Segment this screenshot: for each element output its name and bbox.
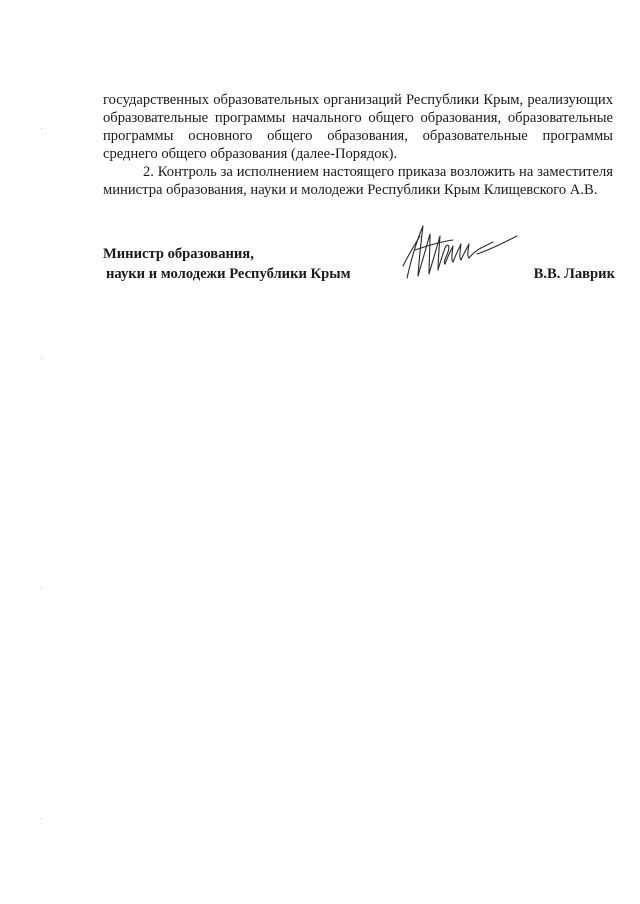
scan-speck [41, 818, 42, 819]
signatory-title-line1: Министр образования, [103, 246, 254, 262]
signatory-title-line2: науки и молодежи Республики Крым [106, 266, 351, 282]
paragraph-control-clause: 2. Контроль за исполнением настоящего приказа возложить на заместителя министра образования, науки и молодежи Республики Крым Клищевского А.В. [103, 164, 613, 198]
handwritten-signature [393, 220, 523, 284]
body-text [103, 91, 613, 199]
scan-speck [41, 588, 42, 589]
scan-speck [41, 358, 42, 359]
scan-speck [41, 128, 42, 129]
signature-block [103, 244, 615, 294]
signatory-title [103, 244, 351, 284]
signatory-name: В.В. Лаврик [533, 266, 615, 282]
paragraph-continuation: государственных образовательных организаций Республики Крым, реализующих образовательные программы начального общего образования, образовательные программы основного общего образования, образовательные программы среднего общего образования (далее-Порядок). [103, 92, 613, 162]
